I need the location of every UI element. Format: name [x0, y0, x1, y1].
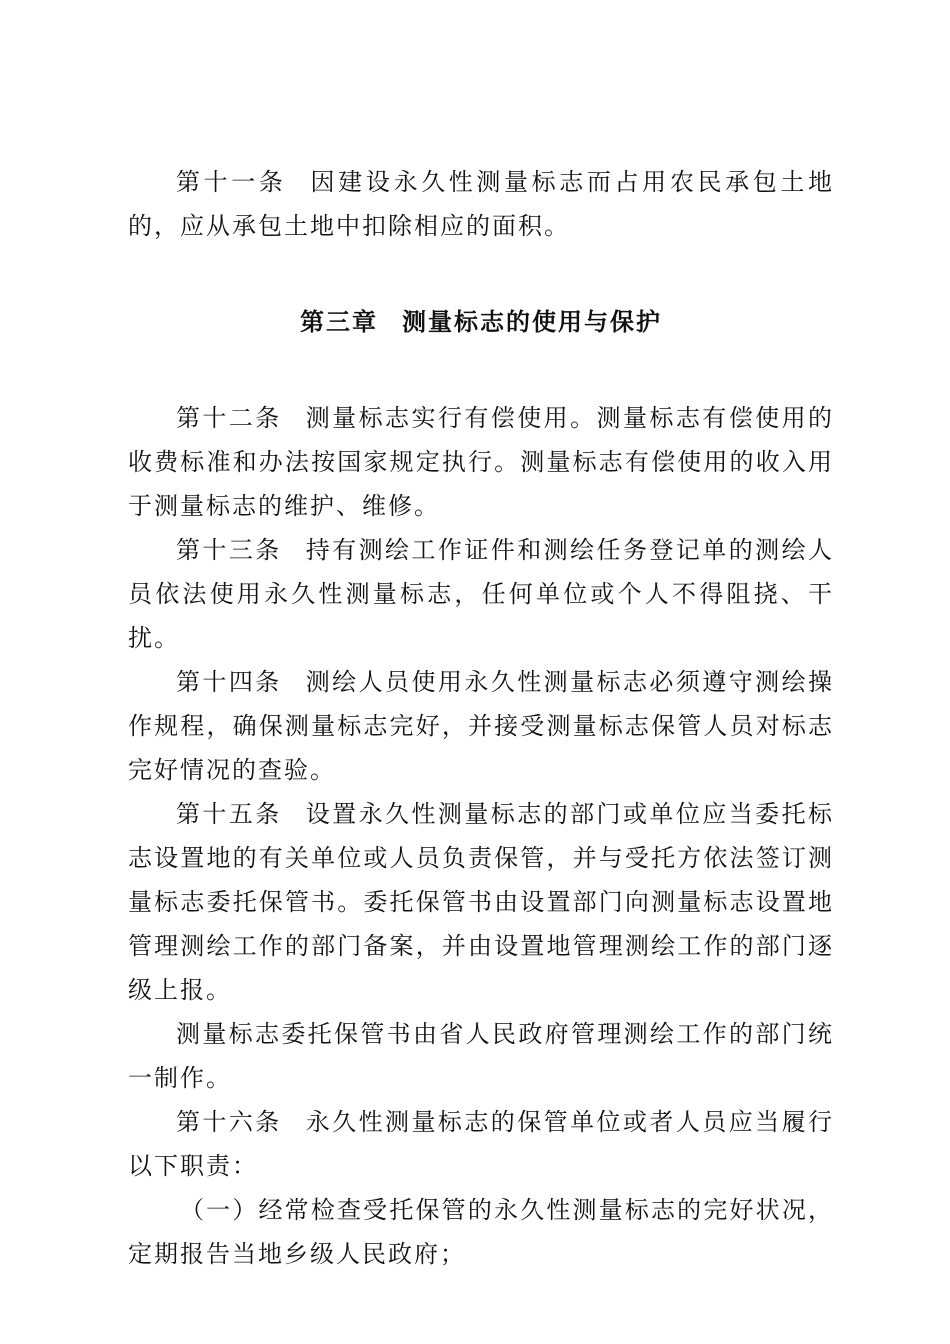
- article-14-text: 测绘人员使用永久性测量标志必须遵守测绘操作规程，确保测量标志完好，并接受测量标志保管人员对标志完好情况的查验。: [128, 668, 835, 784]
- article-15-paragraph-2: [128, 1012, 834, 1100]
- article-16-text: 永久性测量标志的保管单位或者人员应当履行以下职责：: [128, 1108, 835, 1180]
- article-15-paragraph-2-text: 测量标志委托保管书由省人民政府管理测绘工作的部门统一制作。: [128, 1020, 834, 1092]
- chapter-label: 第三章: [300, 308, 378, 336]
- chapter-heading: [128, 300, 834, 344]
- chapter-title-text: 测量标志的使用与保护: [402, 308, 662, 336]
- article-12-text: 测量标志实行有偿使用。测量标志有偿使用的收费标准和办法按国家规定执行。测量标志有偿使用的收入用于测量标志的维护、维修。: [128, 404, 835, 520]
- article-16-label: 第十六条: [176, 1108, 282, 1136]
- article-12-label: 第十二条: [176, 404, 282, 432]
- document-body: [128, 160, 834, 1276]
- article-11-text: 因建设永久性测量标志而占用农民承包土地的，应从承包土地中扣除相应的面积。: [128, 168, 834, 240]
- article-11: [128, 160, 834, 248]
- article-15-text: 设置永久性测量标志的部门或单位应当委托标志设置地的有关单位或人员负责保管，并与受托方依法签订测量标志委托保管书。委托保管书由设置部门向测量标志设置地管理测绘工作的部门备案，并由设置地管理测绘工作的部门逐级上报。: [128, 800, 835, 1004]
- article-13-text: 持有测绘工作证件和测绘任务登记单的测绘人员依法使用永久性测量标志，任何单位或个人不得阻挠、干扰。: [128, 536, 835, 652]
- article-13-label: 第十三条: [176, 536, 282, 564]
- article-16: [128, 1100, 834, 1188]
- article-14-label: 第十四条: [176, 668, 282, 696]
- article-15: [128, 792, 834, 1012]
- article-16-item-1: [128, 1188, 834, 1276]
- article-15-label: 第十五条: [176, 800, 282, 828]
- article-14: [128, 660, 834, 792]
- spacer: [128, 344, 834, 396]
- article-12: [128, 396, 834, 528]
- article-16-item-1-text: （一）经常检查受托保管的永久性测量标志的完好状况，定期报告当地乡级人民政府；: [128, 1196, 834, 1268]
- spacer: [128, 248, 834, 300]
- article-13: [128, 528, 834, 660]
- article-11-label: 第十一条: [176, 168, 287, 196]
